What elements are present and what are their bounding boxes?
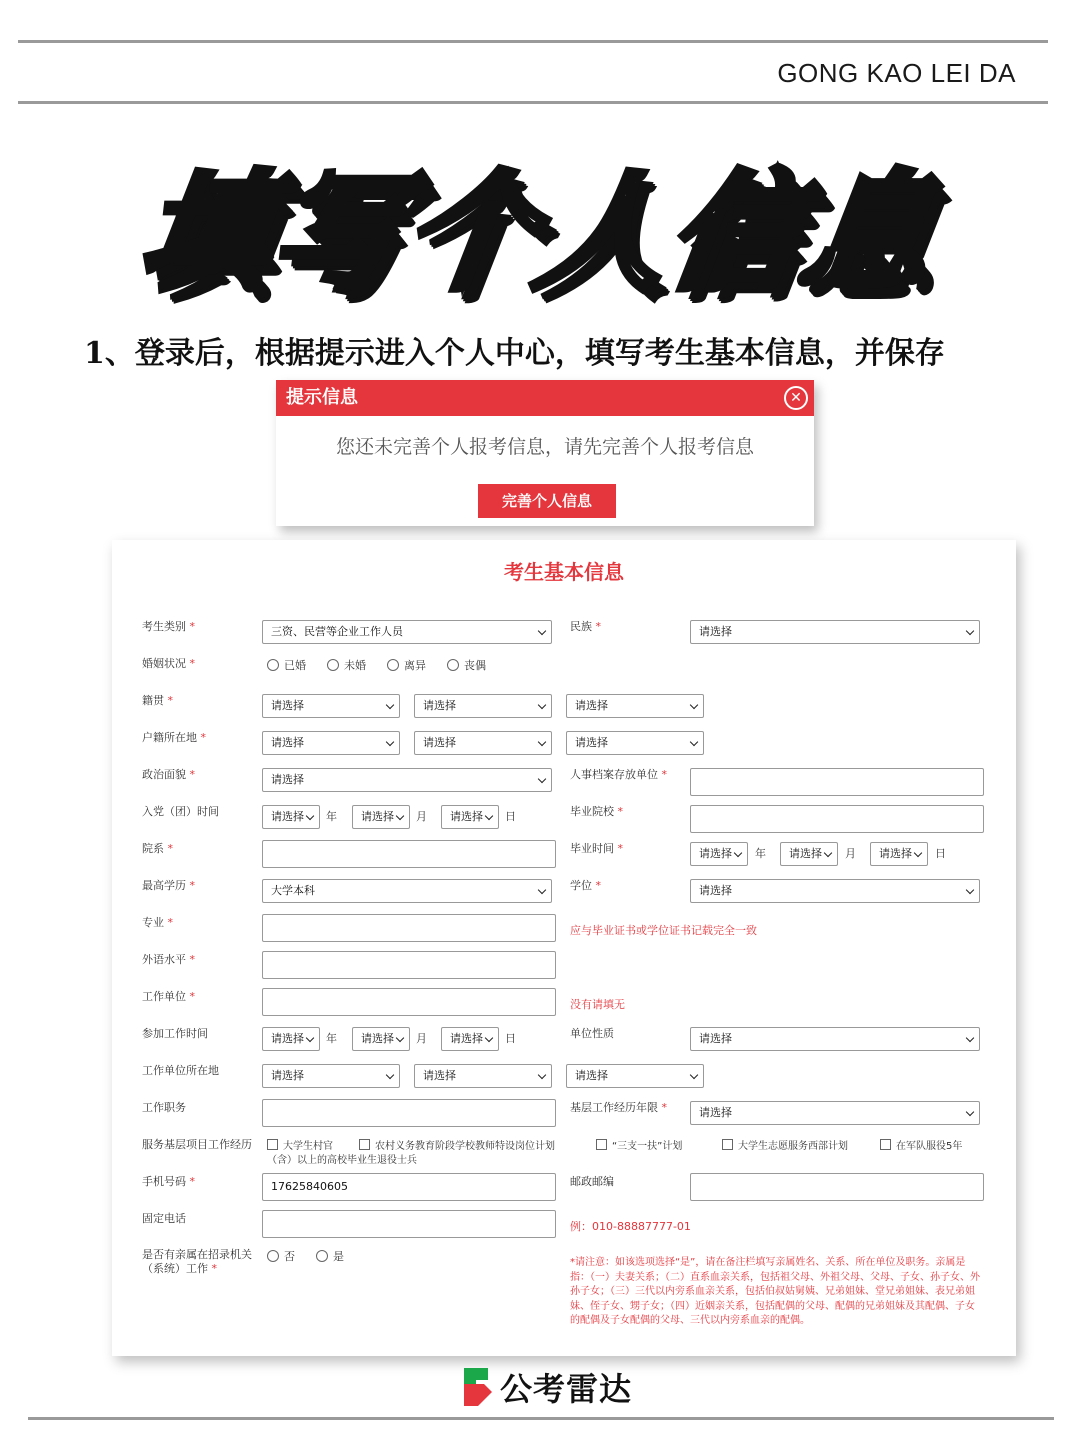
- party-month-select[interactable]: 请选择: [352, 805, 410, 829]
- complete-info-button[interactable]: 完善个人信息: [478, 484, 616, 518]
- unit-nature-select[interactable]: 请选择: [690, 1027, 980, 1051]
- archive-unit-input[interactable]: [690, 768, 984, 796]
- radio-widowed[interactable]: 丧偶: [447, 659, 486, 673]
- label-unit-nature: 单位性质: [570, 1027, 614, 1040]
- unit-location-city-select[interactable]: 请选择: [414, 1064, 552, 1088]
- work-unit-hint: 没有请填无: [570, 998, 625, 1011]
- logo-text: 公考雷达: [500, 1370, 633, 1408]
- native-city-select[interactable]: 请选择: [414, 694, 552, 718]
- header-rule: [18, 101, 1048, 104]
- grassroots-years-select[interactable]: 请选择: [690, 1101, 980, 1125]
- hukou-city-select[interactable]: 请选择: [414, 731, 552, 755]
- unit-year: 年: [326, 810, 337, 823]
- label-service: 服务基层项目工作经历: [142, 1138, 252, 1151]
- category-select[interactable]: 三资、民营等企业工作人员: [262, 620, 552, 644]
- radio-divorced[interactable]: 离异: [387, 659, 426, 673]
- label-grad-time: 毕业时间 *: [570, 842, 623, 855]
- work-day-select[interactable]: 请选择: [441, 1027, 499, 1051]
- check-military[interactable]: 在军队服役5年: [880, 1139, 962, 1154]
- major-hint: 应与毕业证书或学位证书记载完全一致: [570, 924, 757, 937]
- position-input[interactable]: [262, 1099, 556, 1127]
- work-unit-input[interactable]: [262, 988, 556, 1016]
- postcode-input[interactable]: [690, 1173, 984, 1201]
- dialog-message: 您还未完善个人报考信息，请先完善个人报考信息: [335, 436, 754, 458]
- label-grad-school: 毕业院校 *: [570, 805, 623, 818]
- unit-location-province-select[interactable]: 请选择: [262, 1064, 400, 1088]
- radio-circle-icon: [387, 659, 399, 671]
- check-teacher-plan[interactable]: 农村义务教育阶段学校教师特设岗位计划: [359, 1139, 555, 1154]
- radio-circle-icon: [267, 659, 279, 671]
- work-month-select[interactable]: 请选择: [352, 1027, 410, 1051]
- party-year-select[interactable]: 请选择: [262, 805, 320, 829]
- unit-day: 日: [505, 1032, 516, 1045]
- label-relatives: 是否有亲属在招录机关 （系统）工作 *: [142, 1248, 252, 1275]
- unit-day: 日: [505, 810, 516, 823]
- landline-hint: 例：010-88887777-01: [570, 1220, 691, 1233]
- brand-logo: [458, 1364, 632, 1410]
- label-unit-location: 工作单位所在地: [142, 1064, 219, 1077]
- checkbox-icon: [267, 1139, 278, 1150]
- dialog-header: [276, 380, 814, 416]
- label-ethnicity: 民族 *: [570, 620, 601, 633]
- radio-circle-icon: [447, 659, 459, 671]
- major-input[interactable]: [262, 914, 556, 942]
- label-education: 最高学历 *: [142, 879, 195, 892]
- radio-relatives-yes[interactable]: 是: [316, 1250, 344, 1264]
- label-marital: 婚姻状况 *: [142, 657, 195, 670]
- politics-select[interactable]: 请选择: [262, 768, 552, 792]
- work-year-select[interactable]: 请选择: [262, 1027, 320, 1051]
- unit-location-county-select[interactable]: 请选择: [566, 1064, 704, 1088]
- radio-unmarried[interactable]: 未婚: [327, 659, 366, 673]
- label-postcode: 邮政邮编: [570, 1175, 614, 1188]
- check-village-official[interactable]: 大学生村官: [267, 1139, 333, 1154]
- unit-month: 月: [416, 1032, 427, 1045]
- native-province-select[interactable]: 请选择: [262, 694, 400, 718]
- label-phone: 手机号码 *: [142, 1175, 195, 1188]
- basic-info-form: [112, 540, 1016, 1356]
- checkbox-icon: [722, 1139, 733, 1150]
- unit-year: 年: [326, 1032, 337, 1045]
- ethnicity-select[interactable]: 请选择: [690, 620, 980, 644]
- hukou-county-select[interactable]: 请选择: [566, 731, 704, 755]
- bottom-rule: [28, 1417, 1054, 1420]
- label-landline: 固定电话: [142, 1212, 186, 1225]
- unit-month: 月: [845, 847, 856, 860]
- landline-input[interactable]: [262, 1210, 556, 1238]
- radio-circle-icon: [267, 1250, 279, 1262]
- radio-married[interactable]: 已婚: [267, 659, 306, 673]
- dialog-title: 提示信息: [286, 387, 358, 408]
- label-party-time: 入党（团）时间: [142, 805, 219, 818]
- radio-circle-icon: [316, 1250, 328, 1262]
- education-select[interactable]: 大学本科: [262, 879, 552, 903]
- big-title: 填写个人信息: [131, 159, 945, 308]
- top-rule: [18, 40, 1048, 43]
- label-language: 外语水平 *: [142, 953, 195, 966]
- label-work-start: 参加工作时间: [142, 1027, 208, 1040]
- language-input[interactable]: [262, 951, 556, 979]
- label-position: 工作职务: [142, 1101, 186, 1114]
- service-extra-text: （含）以上的高校毕业生退役士兵: [267, 1155, 417, 1166]
- checkbox-icon: [359, 1139, 370, 1150]
- grad-year-select[interactable]: 请选择: [690, 842, 748, 866]
- hukou-province-select[interactable]: 请选择: [262, 731, 400, 755]
- radio-circle-icon: [327, 659, 339, 671]
- grad-month-select[interactable]: 请选择: [780, 842, 838, 866]
- label-archive-unit: 人事档案存放单位 *: [570, 768, 667, 781]
- close-circle-icon[interactable]: ✕: [784, 386, 808, 410]
- form-title: 考生基本信息: [504, 560, 624, 584]
- label-grassroots-years: 基层工作经历年限 *: [570, 1101, 667, 1114]
- radar-logo-icon: [458, 1366, 494, 1408]
- prompt-dialog: [276, 380, 814, 526]
- unit-day: 日: [935, 847, 946, 860]
- check-west-plan[interactable]: 大学生志愿服务西部计划: [722, 1139, 848, 1154]
- label-degree: 学位 *: [570, 879, 601, 892]
- degree-select[interactable]: 请选择: [690, 879, 980, 903]
- label-major: 专业 *: [142, 916, 173, 929]
- party-day-select[interactable]: 请选择: [441, 805, 499, 829]
- checkbox-icon: [596, 1139, 607, 1150]
- grad-day-select[interactable]: 请选择: [870, 842, 928, 866]
- label-politics: 政治面貌 *: [142, 768, 195, 781]
- grad-school-input[interactable]: [690, 805, 984, 833]
- step-instruction: 1、登录后，根据提示进入个人中心，填写考生基本信息，并保存: [84, 336, 945, 371]
- department-input[interactable]: [262, 840, 556, 868]
- checkbox-icon: [880, 1139, 891, 1150]
- unit-month: 月: [416, 810, 427, 823]
- label-category: 考生类别 *: [142, 620, 195, 633]
- label-hukou: 户籍所在地 *: [142, 731, 206, 744]
- radio-relatives-no[interactable]: 否: [267, 1250, 295, 1264]
- relatives-note: *请注意：如该选项选择“是”，请在备注栏填写亲属姓名、关系、所在单位及职务。亲属是指：（一）夫妻关系；（二）直系血亲关系，包括祖父母、外祖父母、父母、子女、孙子女、外孙子女；（三）三代以内旁系血亲关系，包括伯叔姑舅姨、兄弟姐妹、堂兄弟姐妹、表兄弟姐妹、侄子女、甥子女；（四）近姻亲关系，包括配偶的父母、配偶的兄弟姐妹及其配偶、子女的配偶及子女配偶的父母、三代以内旁系血亲的配偶。: [570, 1257, 980, 1326]
- native-county-select[interactable]: 请选择: [566, 694, 704, 718]
- unit-year: 年: [755, 847, 766, 860]
- label-native: 籍贯 *: [142, 694, 173, 707]
- brand-top: GONG KAO LEI DA: [777, 58, 1016, 88]
- label-department: 院系 *: [142, 842, 173, 855]
- check-three-support[interactable]: “三支一扶”计划: [596, 1139, 682, 1154]
- phone-input[interactable]: 17625840605: [262, 1173, 556, 1201]
- label-work-unit: 工作单位 *: [142, 990, 195, 1003]
